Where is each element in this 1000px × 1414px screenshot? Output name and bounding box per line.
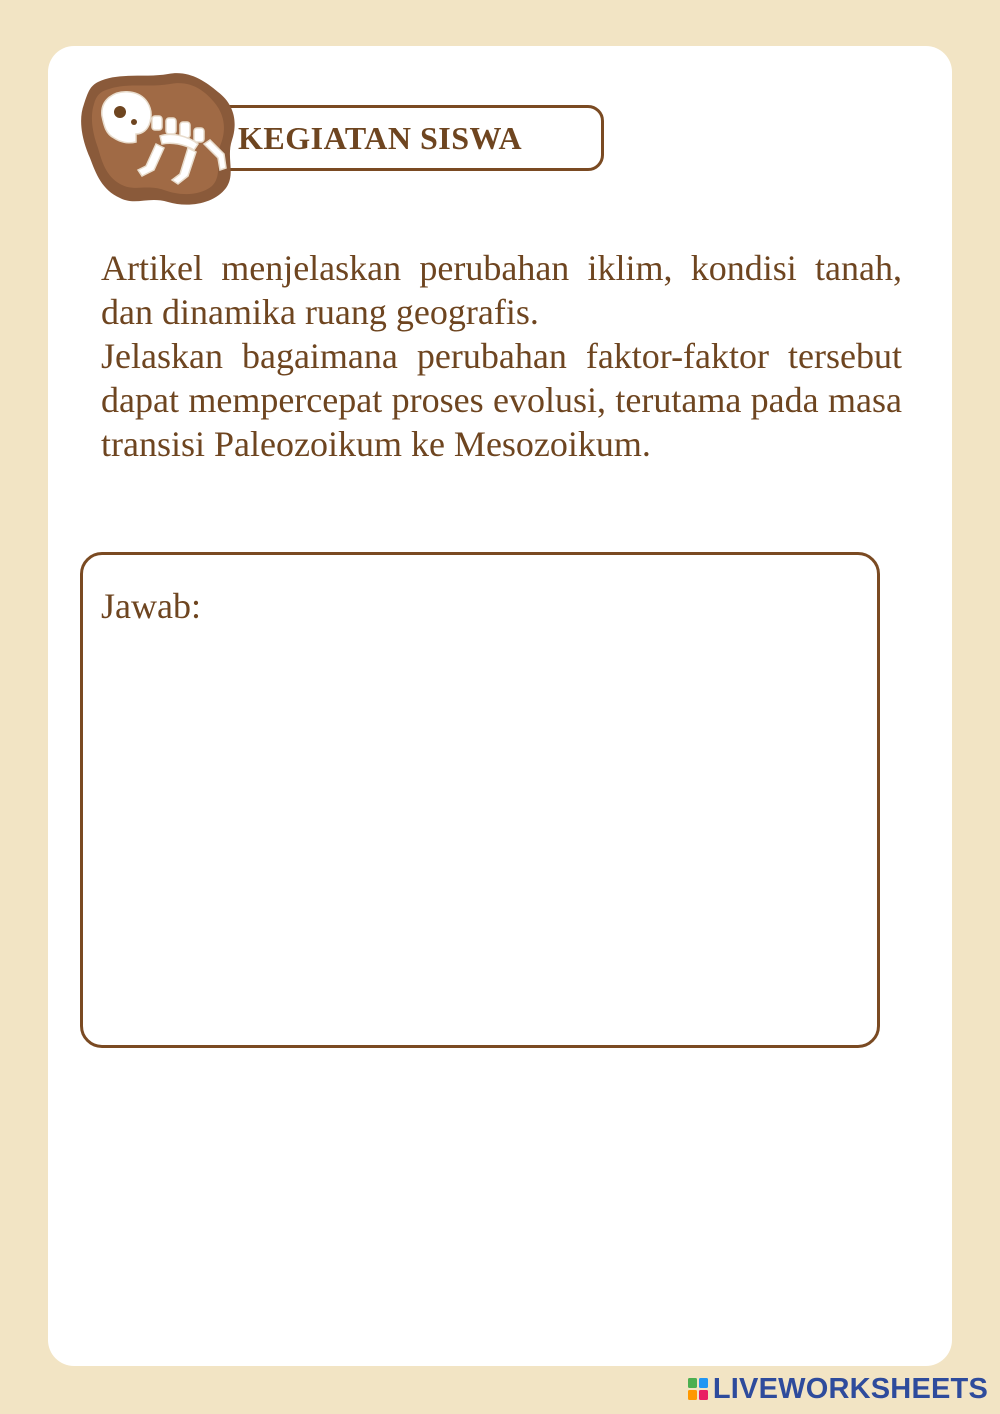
liveworksheets-logo-icon — [687, 1376, 709, 1402]
question-paragraph-2: Jelaskan bagaimana perubahan faktor-faktor tersebut dapat mempercepat proses evolusi, terutama pada masa transisi Paleozoikum ke Mesozoikum. — [101, 336, 902, 464]
question-text — [101, 246, 902, 466]
liveworksheets-brand — [687, 1372, 988, 1406]
dinosaur-fossil-icon — [76, 70, 242, 210]
page-title: KEGIATAN SISWA — [238, 120, 523, 156]
question-paragraph-1: Artikel menjelaskan perubahan iklim, kondisi tanah, dan dinamika ruang geografis. — [101, 248, 902, 332]
answer-label: Jawab: — [101, 586, 201, 626]
brand-name: LIVEWORKSHEETS — [712, 1372, 988, 1405]
